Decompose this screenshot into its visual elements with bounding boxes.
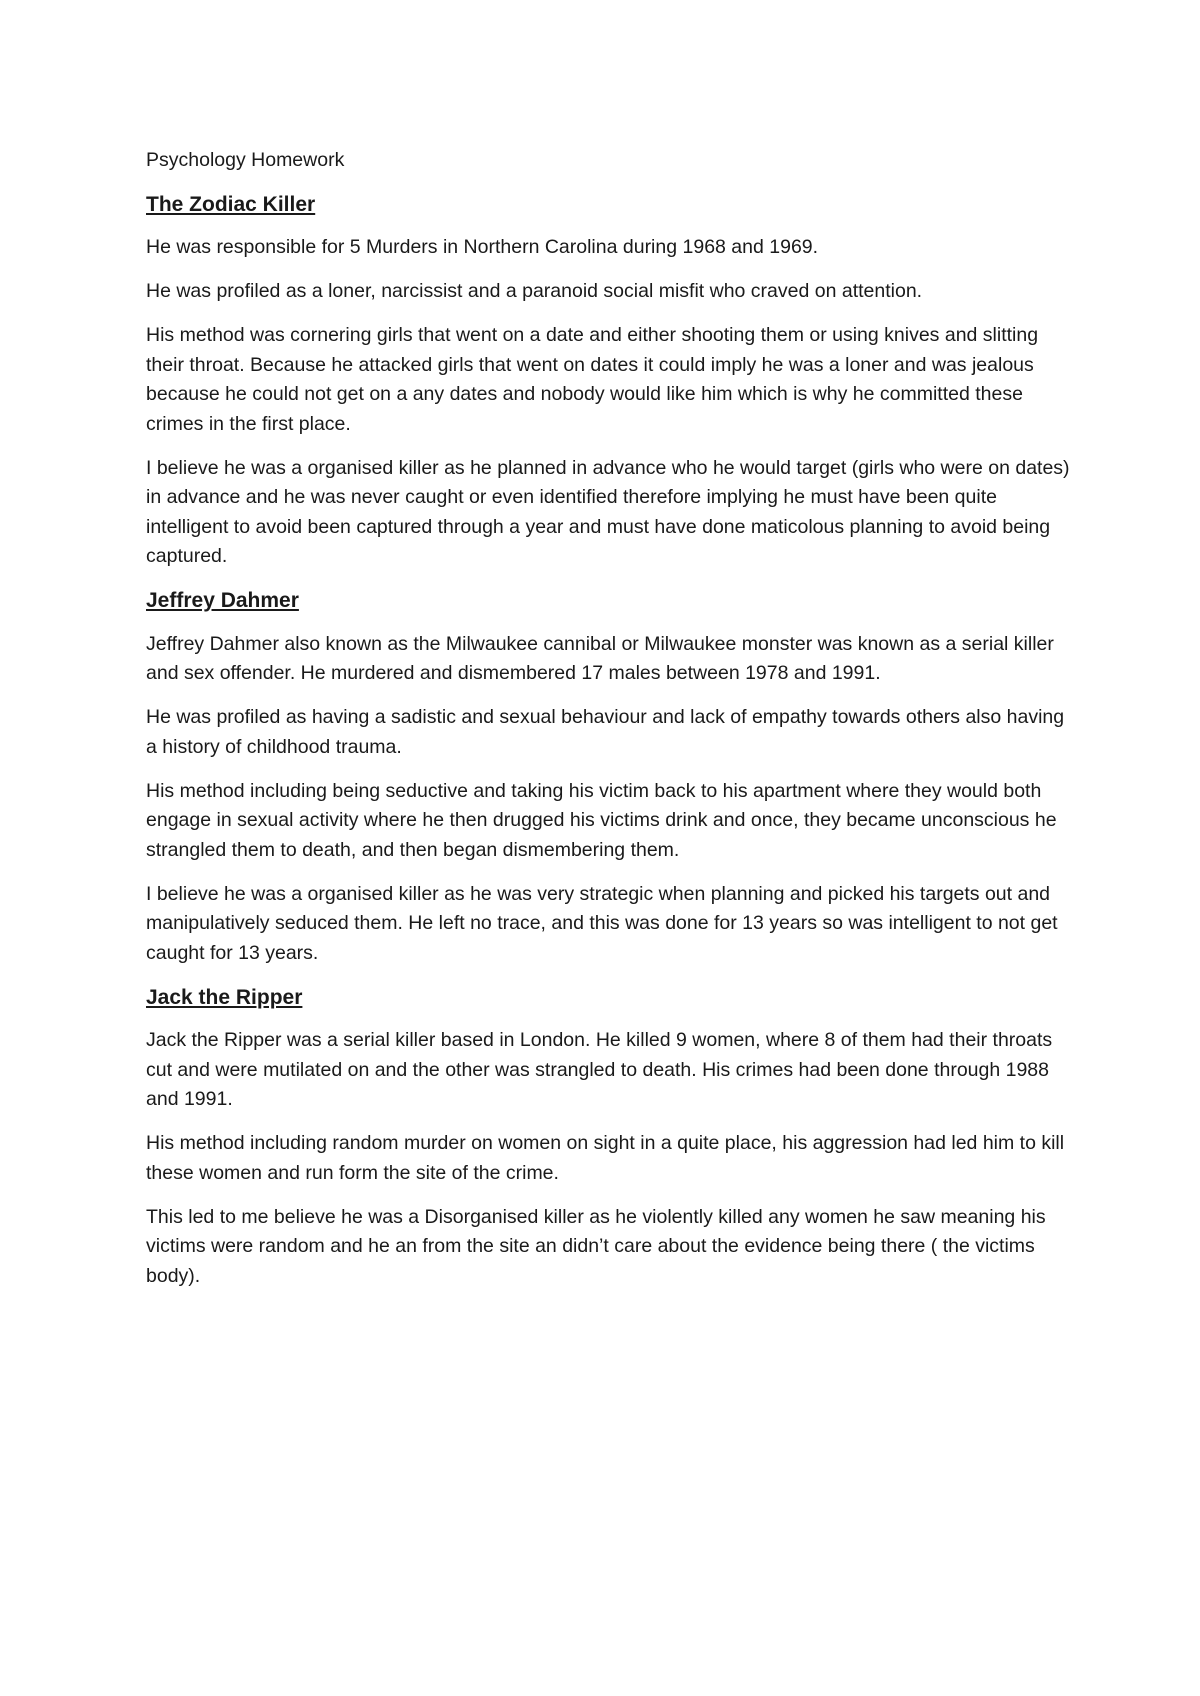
paragraph: His method including random murder on women on sight in a quite place, his aggression had led him to kill these women and run form the site of the crime. bbox=[146, 1132, 1065, 1184]
section-title: Jack the Ripper bbox=[146, 985, 303, 1009]
section-zodiac-killer bbox=[146, 190, 1076, 572]
section-title: Jeffrey Dahmer bbox=[146, 589, 299, 612]
section-jeffrey-dahmer bbox=[146, 586, 1076, 968]
paragraph: This led to me believe he was a Disorganised killer as he violently killed any women he saw meaning his victims were random and he an from the site an didn’t care about the evidence being there ( the victims body). bbox=[146, 1205, 1046, 1287]
paragraph: He was profiled as a loner, narcissist and a paranoid social misfit who craved on attention. bbox=[146, 280, 923, 302]
paragraph: His method was cornering girls that went on a date and either shooting them or using knives and slitting their throat. Because he attacked girls that went on dates it could imply he was a loner and was jealous because he could not get on a any dates and nobody would like him which is why he committed these crimes in the first place. bbox=[146, 324, 1039, 435]
paragraph: He was profiled as having a sadistic and sexual behaviour and lack of empathy towards others also having a history of childhood trauma. bbox=[146, 706, 1065, 758]
paragraph: He was responsible for 5 Murders in Northern Carolina during 1968 and 1969. bbox=[146, 236, 819, 258]
paragraph: I believe he was a organised killer as he was very strategic when planning and picked his targets out and manipulatively seduced them. He left no trace, and this was done for 13 years so was intelligent to not get caught for 13 years. bbox=[146, 882, 1058, 964]
paragraph: His method including being seductive and taking his victim back to his apartment where they would both engage in sexual activity where he then drugged his victims drink and once, they became unconscious he strangled them to death, and then began dismembering them. bbox=[146, 779, 1057, 861]
paragraph: I believe he was a organised killer as he planned in advance who he would target (girls who were on dates) in advance and he was never caught or even identified therefore implying he must have been quite intelligent to avoid been captured through a year and must have done maticolous planning to avoid being captured. bbox=[146, 456, 1070, 567]
document-body bbox=[146, 146, 1076, 1306]
section-title: The Zodiac Killer bbox=[146, 192, 316, 216]
document-label: Psychology Homework bbox=[146, 149, 345, 171]
paragraph: Jeffrey Dahmer also known as the Milwaukee cannibal or Milwaukee monster was known as a serial killer and sex offender. He murdered and dismembered 17 males between 1978 and 1991. bbox=[146, 632, 1054, 684]
paragraph: Jack the Ripper was a serial killer based in London. He killed 9 women, where 8 of them had their throats cut and were mutilated on and the other was strangled to death. His crimes had been done through 1988 and 1991. bbox=[146, 1029, 1053, 1110]
section-jack-the-ripper bbox=[146, 983, 1076, 1292]
